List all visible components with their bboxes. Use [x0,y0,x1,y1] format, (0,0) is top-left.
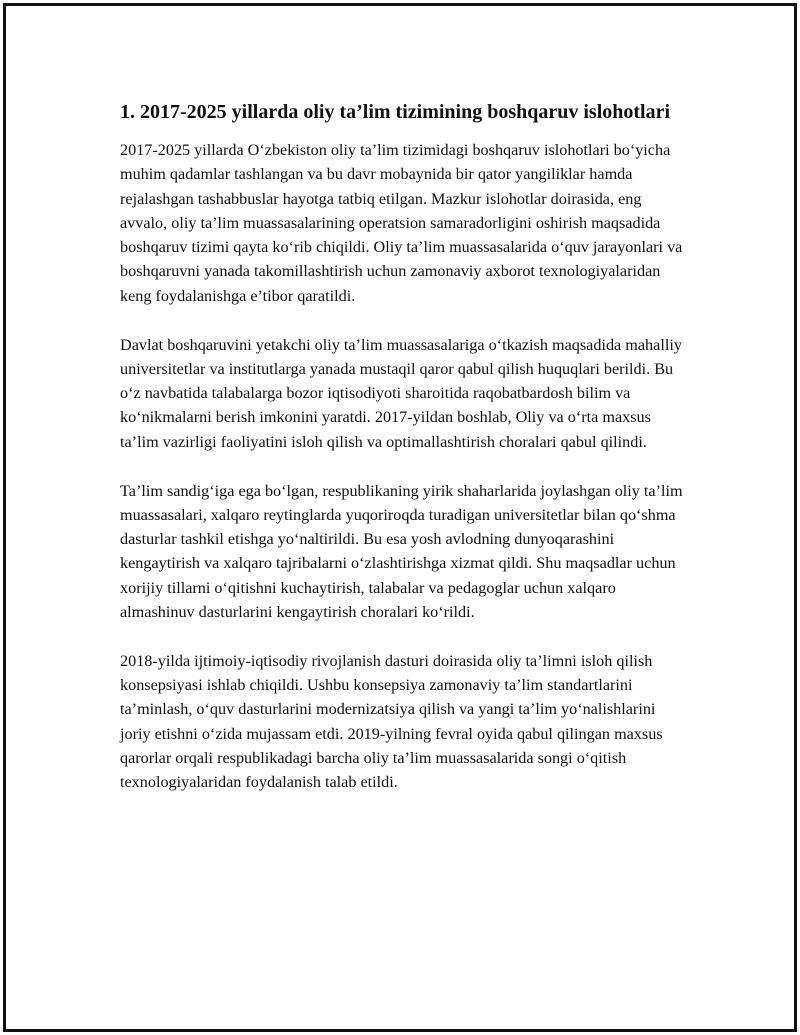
page-frame [3,3,797,1032]
paragraph-3: Ta’lim sandig‘iga ega bo‘lgan, respublikaning yirik shaharlarida joylashgan oliy ta’lim muassasalari, xalqaro reytinglarda yuqoriroqda turadigan universitetlar bilan qo‘shma dasturlar tashkil etishga yo‘naltirildi. Bu esa yosh avlodning dunyoqarashini kengaytirish va xalqaro tajribalarni o‘zlashtirishga xizmat qildi. Shu maqsadlar uchun xorijiy tillarni o‘qitishni kuchaytirish, talabalar va pedagoglar uchun xalqaro almashinuv dasturlarini kengaytirish choralari ko‘rildi. [120,481,683,622]
document-content [120,98,686,795]
paragraph-4: 2018-yilda ijtimoiy-iqtisodiy rivojlanish dasturi doirasida oliy ta’limni isloh qilish konsepsiyasi ishlab chiqildi. Ushbu konsepsiya zamonaviy ta’lim standartlarini ta’minlash, o‘quv dasturlarini modernizatsiya qilish va yangi ta’lim yo‘nalishlarini joriy etishni o‘zida mujassam etdi. 2019-yilning fevral oyida qabul qilingan maxsus qarorlar orqali respublikadagi barcha oliy ta’lim muassasalarida songi o‘qitish texnologiyalaridan foydalanish talab etildi. [120,651,663,792]
paragraph-1: 2017-2025 yillarda O‘zbekiston oliy ta’lim tizimidagi boshqaruv islohotlari bo‘yicha muhim qadamlar tashlangan va bu davr mobaynida bir qator yangiliklar hamda rejalashgan tashabbuslar hayotga tatbiq etilgan. Mazkur islohotlar doirasida, eng avvalo, oliy ta’lim muassasalarining operatsion samaradorligini oshirish maqsadida boshqaruv tizimi qayta ko‘rib chiqildi. Oliy ta’lim muassasalarida o‘quv jarayonlari va boshqaruvni yanada takomillashtirish uchun zamonaviy axborot texnologiyalaridan keng foydalanishga e’tibor qaratildi. [120,141,683,305]
section-heading: 1. 2017-2025 yillarda oliy ta’lim tizimining boshqaruv islohotlari [120,101,671,123]
paragraph-2: Davlat boshqaruvini yetakchi oliy ta’lim muassasalariga o‘tkazish maqsadida mahalliy universitetlar va institutlarga yanada mustaqil qaror qabul qilish huquqlari berildi. Bu o‘z navbatida talabalarga bozor iqtisodiyoti sharoitida raqobatbardosh bilim va ko‘nikmalarni berish imkonini yaratdi. 2017-yildan boshlab, Oliy va o‘rta maxsus ta’lim vazirligi faoliyatini isloh qilish va optimallashtirish choralari qabul qilindi. [120,335,682,451]
